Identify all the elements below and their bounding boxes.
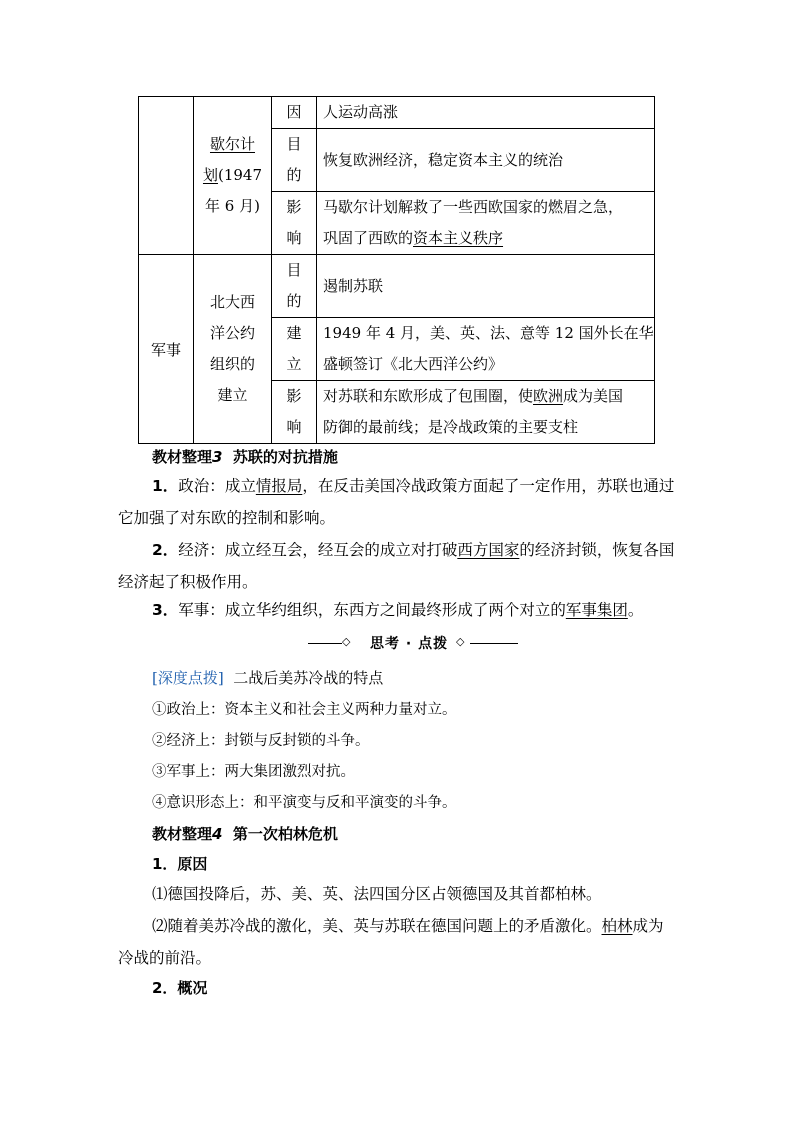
nato-found-label: 建 立 bbox=[272, 318, 317, 381]
marshall-purpose-label: 目 的 bbox=[272, 129, 317, 192]
diamond-icon: ◇ bbox=[456, 635, 465, 648]
deep-point-2: ②经济上：封锁与反封锁的斗争。 bbox=[152, 733, 370, 749]
section4-title: 教材整理4 第一次柏林危机 bbox=[152, 825, 338, 843]
marshall-cause-label: 因 bbox=[272, 97, 317, 129]
marshall-cause-text: 人运动高涨 bbox=[317, 97, 655, 129]
cause-1: ⑴德国投降后，苏、美、英、法四国分区占领德国及其首都柏林。 bbox=[152, 885, 602, 903]
deep-analysis-heading: [深度点拨] 二战后美苏冷战的特点 bbox=[152, 669, 384, 687]
marshall-impact-text: 马歇尔计划解救了一些西欧国家的燃眉之急， 巩固了西欧的资本主义秩序 bbox=[317, 192, 655, 255]
marshall-name-line2: 划 bbox=[202, 166, 218, 184]
nato-name-cell: 北大西 洋公约 组织的 建立 bbox=[194, 255, 272, 444]
nato-found-text: 1949 年 4 月，美、英、法、意等 12 国外长在华 盛顿签订《北大西洋公约》 bbox=[317, 318, 655, 381]
marshall-plan-name-cell bbox=[194, 97, 272, 255]
category-cell-military: 军事 bbox=[139, 255, 194, 444]
overview-heading: 2．概况 bbox=[152, 979, 208, 997]
nato-purpose-text: 遏制苏联 bbox=[317, 255, 655, 318]
section3-title: 教材整理3 苏联的对抗措施 bbox=[152, 448, 338, 466]
cause-heading: 1．原因 bbox=[152, 855, 208, 873]
nato-impact-text: 对苏联和东欧形成了包围圈，使欧洲成为美国 防御的最前线；是冷战政策的主要支柱 bbox=[317, 381, 655, 444]
divider-title: 思考 · 点拨 bbox=[370, 636, 449, 652]
think-guide-divider bbox=[308, 633, 528, 653]
marshall-purpose-text: 恢复欧洲经济，稳定资本主义的统治 bbox=[317, 129, 655, 192]
marshall-name-line1: 歇尔计 bbox=[209, 135, 255, 153]
deep-point-1: ①政治上：资本主义和社会主义两种力量对立。 bbox=[152, 702, 457, 718]
deep-point-3: ③军事上：两大集团激烈对抗。 bbox=[152, 764, 355, 780]
deep-analysis-tag: [深度点拨] bbox=[152, 669, 224, 687]
section3-item-3: 3．军事：成立华约组织，东西方之间最终形成了两个对立的军事集团。 bbox=[152, 601, 644, 619]
marshall-impact-label: 影 响 bbox=[272, 192, 317, 255]
nato-impact-label: 影 响 bbox=[272, 381, 317, 444]
section3-item-1: 1．政治：成立情报局，在反击美国冷战政策方面起了一定作用，苏联也通过它加强了对东欧的控制和影响。 bbox=[118, 477, 675, 527]
section3-item-2: 2．经济：成立经互会，经互会的成立对打破西方国家的经济封锁，恢复各国经济起了积极作用。 bbox=[118, 541, 675, 591]
deep-point-4: ④意识形态上：和平演变与反和平演变的斗争。 bbox=[152, 795, 457, 811]
marshall-date-line2: 年 6 月) bbox=[205, 197, 260, 215]
diamond-icon: ◇ bbox=[342, 635, 351, 648]
cause-2: ⑵随着美苏冷战的激化，美、英与苏联在德国问题上的矛盾激化。柏林成为冷战的前沿。 bbox=[118, 917, 664, 967]
category-cell-economic bbox=[139, 97, 194, 255]
nato-purpose-label: 目 的 bbox=[272, 255, 317, 318]
marshall-date-line1: (1947 bbox=[217, 166, 263, 184]
cold-war-table bbox=[138, 96, 655, 444]
